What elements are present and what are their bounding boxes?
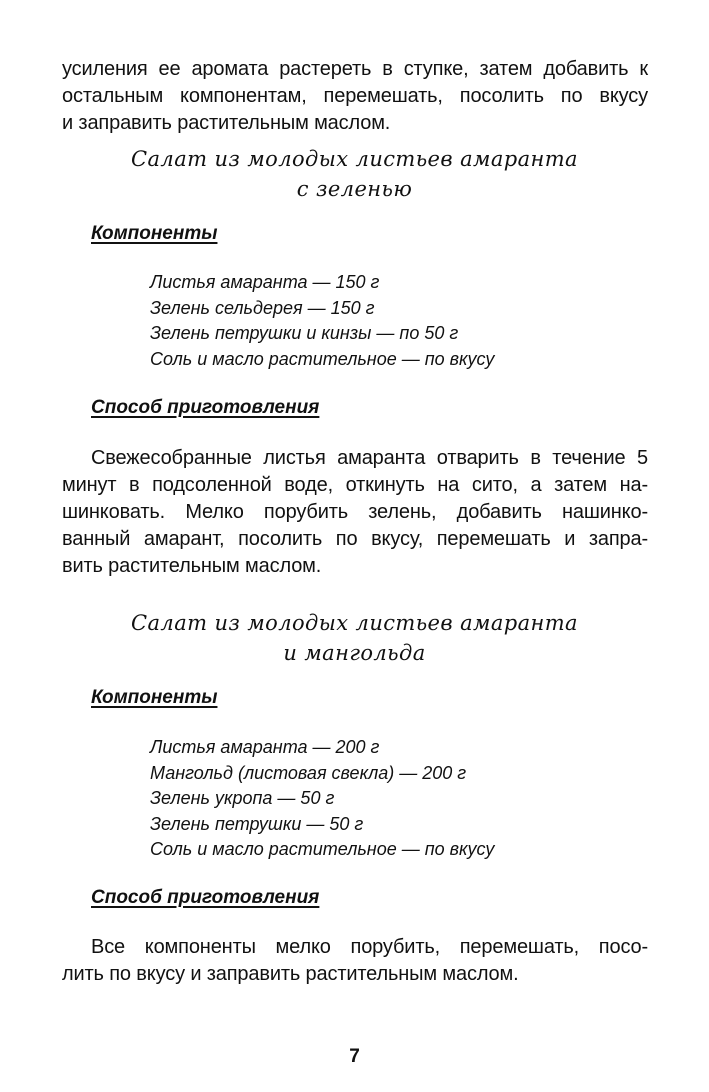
page-number: 7 (349, 1046, 360, 1067)
recipe-title-line: Салат из молодых листьев амаранта (131, 611, 578, 635)
recipe1-method-paragraph (62, 445, 648, 580)
recipe2-title (0, 608, 709, 668)
recipe2-ingredient-list (150, 735, 494, 863)
recipe1-ingredient-list (150, 270, 494, 372)
recipe2-components-heading: Компоненты (91, 687, 218, 708)
ingredient-item: Мангольд (листовая свекла) — 200 г (150, 762, 467, 783)
recipe-title-line: и мангольда (283, 641, 426, 665)
ingredient-item: Соль и масло растительное — по вкусу (150, 348, 495, 369)
paragraph-line: лить по вкусу и заправить растительным маслом. (62, 963, 519, 985)
paragraph-line: Свежесобранные листья амаранта отварить в течение 5 (91, 447, 648, 469)
ingredient-item: Зелень укропа — 50 г (150, 788, 335, 808)
paragraph-line: шинковать. Мелко порубить зелень, добавить нашинко- (62, 501, 648, 523)
recipe-title-line: Салат из молодых листьев амаранта (131, 147, 578, 171)
paragraph-line: вить растительным маслом. (62, 555, 322, 577)
paragraph-line: минут в подсоленной воде, откинуть на сито, а затем на- (62, 474, 648, 496)
recipe-title-line: с зеленью (296, 177, 413, 201)
ingredient-item: Листья амаранта — 200 г (150, 737, 380, 757)
paragraph-line: остальным компонентам, перемешать, посолить по вкусу (62, 85, 648, 107)
intro-paragraph (62, 56, 648, 137)
ingredient-item: Соль и масло растительное — по вкусу (150, 839, 495, 859)
recipe1-components-heading: Компоненты (91, 223, 218, 244)
paragraph-line: и заправить растительным маслом. (62, 112, 391, 134)
paragraph-line: усиления ее аромата растереть в ступке, затем добавить к (62, 58, 648, 80)
recipe2-method-paragraph (62, 934, 648, 988)
recipe1-method-heading: Способ приготовления (91, 397, 320, 418)
recipe2-method-heading: Способ приготовления (91, 887, 320, 908)
paragraph-line: Все компоненты мелко порубить, перемешать, посо- (91, 936, 648, 958)
ingredient-item: Зелень петрушки и кинзы — по 50 г (150, 323, 459, 343)
ingredient-item: Зелень сельдерея — 150 г (150, 297, 375, 318)
ingredient-item: Зелень петрушки — 50 г (150, 813, 364, 834)
recipe1-title (0, 144, 709, 204)
paragraph-line: ванный амарант, посолить по вкусу, перемешать и запра- (62, 528, 648, 550)
ingredient-item: Листья амаранта — 150 г (150, 272, 380, 292)
